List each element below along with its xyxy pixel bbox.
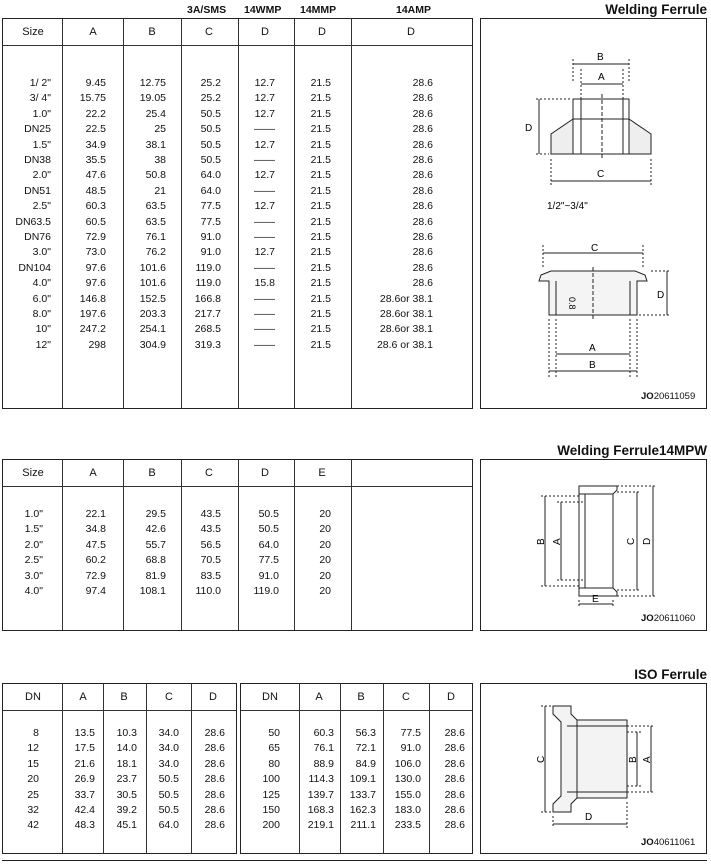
table-cell: 12.7 — [254, 169, 275, 182]
table-cell: 268.5 — [194, 323, 221, 336]
table-cell: 50.5 — [258, 508, 279, 520]
row-size-cell: 4.0" — [24, 585, 43, 597]
row-size-cell: 6.0" — [32, 292, 51, 305]
table-cell: 50.5 — [158, 773, 179, 786]
table-cell: 50.5 — [200, 138, 221, 151]
table-cell: 20 — [319, 585, 331, 597]
column-header: A — [79, 691, 87, 703]
table-cell: —— — [254, 261, 275, 274]
row-size-cell: 2.0" — [32, 169, 51, 182]
table-cell: 20 — [319, 554, 331, 567]
table-cell: 76.2 — [145, 246, 166, 259]
column-header: B — [120, 691, 128, 703]
table-cell: 28.6 — [444, 757, 465, 770]
table-cell: 35.5 — [85, 154, 106, 166]
table-cell: 23.7 — [116, 773, 137, 786]
table-cell: 48.5 — [85, 184, 106, 197]
table-cell: 22.2 — [85, 107, 106, 120]
table-cell: 21.5 — [310, 231, 331, 243]
table-cell: 50.8 — [145, 169, 166, 182]
column-header: C — [165, 691, 173, 703]
svg-text:C: C — [597, 169, 605, 180]
standard-label-14wmp: 14WMP — [244, 4, 282, 16]
row-size-cell: 4.0" — [32, 277, 51, 290]
table-cell: 319.3 — [194, 338, 221, 351]
table-cell: 12.7 — [254, 246, 275, 259]
svg-text:B: B — [589, 360, 596, 371]
table-cell: 39.2 — [116, 804, 137, 816]
column-header: B — [148, 467, 156, 479]
table-cell: 34.0 — [158, 757, 179, 770]
table-cell: 91.0 — [258, 569, 279, 582]
table-cell: —— — [254, 215, 275, 228]
column-header: C — [402, 691, 410, 703]
svg-text:D: D — [657, 290, 665, 301]
table-cell: 63.5 — [145, 215, 166, 228]
table-cell: 77.5 — [200, 215, 221, 228]
row-size-cell: 65 — [268, 742, 280, 755]
table-cell: 21.5 — [310, 292, 331, 305]
table-cell: 50.5 — [200, 123, 221, 136]
table-cell: 28.6 — [204, 773, 225, 786]
table-cell: 76.1 — [145, 231, 166, 243]
table-cell: 28.6 — [412, 246, 433, 259]
table-cell: 110.0 — [195, 585, 221, 597]
table-cell: 88.9 — [313, 757, 334, 770]
table-cell: 12.75 — [139, 77, 166, 89]
section-title-welding-ferrule: Welding Ferrule — [605, 2, 707, 17]
table-cell: 28.6 — [204, 742, 225, 755]
svg-text:A: A — [552, 538, 563, 545]
drawing-code-20611059: JO20611059 — [641, 391, 696, 402]
table-cell: 28.6 — [412, 123, 433, 136]
column-header: E — [318, 467, 326, 479]
table-cell: 72.9 — [85, 569, 106, 582]
table-cell: 101.6 — [139, 277, 166, 290]
row-size-cell: 150 — [262, 804, 280, 816]
table-cell: 60.3 — [85, 200, 106, 213]
table-cell: —— — [254, 323, 275, 336]
table-cell: 155.0 — [394, 788, 421, 801]
table-cell: 108.1 — [139, 585, 166, 597]
standard-label-3a-sms: 3A/SMS — [187, 4, 227, 16]
table-cell: 34.0 — [158, 742, 179, 755]
table-cell: 14.0 — [116, 742, 137, 755]
table-cell: 119.0 — [253, 585, 279, 597]
drawing-code-40611061: JO40611061 — [641, 837, 696, 848]
table-cell: —— — [254, 154, 275, 166]
table-cell: 101.6 — [139, 261, 166, 274]
table-cell: 21.5 — [310, 77, 331, 89]
table-cell: 114.3 — [308, 773, 334, 786]
table-cell: 48.3 — [74, 819, 95, 832]
table-cell: 152.5 — [139, 292, 166, 305]
table-cell: 63.5 — [145, 200, 166, 213]
table-cell: 25.2 — [200, 77, 221, 89]
svg-text:D: D — [642, 537, 653, 545]
table-cell: 21.5 — [310, 169, 331, 182]
table-cell: —— — [254, 338, 275, 351]
table-cell: 64.0 — [200, 169, 221, 182]
table-cell: 43.5 — [200, 508, 221, 520]
table-cell: 64.0 — [200, 184, 221, 197]
table-cell: 130.0 — [394, 773, 421, 786]
table-cell: 73.0 — [85, 246, 106, 259]
table-cell: 15.8 — [254, 277, 275, 290]
table-cell: 34.9 — [85, 138, 106, 151]
table-cell: 21.5 — [310, 138, 331, 151]
table-cell: 77.5 — [400, 727, 421, 739]
row-size-cell: DN38 — [24, 154, 51, 166]
table-cell: 28.6 — [412, 184, 433, 197]
svg-text:B: B — [597, 52, 604, 63]
welding-ferrule-14mpw-drawing — [480, 459, 707, 631]
row-size-cell: 2.0" — [24, 538, 43, 551]
column-header: D — [447, 691, 455, 703]
svg-text:D: D — [525, 123, 533, 134]
header-divider — [241, 710, 472, 711]
table-cell: 28.6 — [412, 231, 433, 243]
column-header: D — [209, 691, 217, 703]
table-cell: 28.6 — [444, 819, 465, 832]
row-size-cell: 1.5" — [32, 138, 51, 151]
welding-ferrule-14mpw-diagram — [481, 460, 706, 630]
table-cell: 77.5 — [258, 554, 279, 567]
svg-text:B: B — [628, 756, 639, 763]
table-cell: 139.7 — [307, 788, 334, 801]
table-cell: 34.0 — [158, 727, 179, 739]
table-cell: 97.6 — [85, 277, 106, 290]
table-cell: 21.5 — [310, 215, 331, 228]
table-cell: 28.6 — [444, 727, 465, 739]
standard-label-14mmp: 14MMP — [300, 4, 337, 16]
row-size-cell: 1.0" — [24, 508, 43, 520]
table-cell: 21 — [154, 184, 166, 197]
table-cell: 28.6 — [204, 804, 225, 816]
table-cell: —— — [254, 292, 275, 305]
table-cell: 20 — [319, 569, 331, 582]
table-cell: 12.7 — [254, 138, 275, 151]
table-cell: 109.1 — [349, 773, 376, 786]
table-cell: 34.8 — [85, 523, 106, 536]
section-title-welding-ferrule-14mpw: Welding Ferrule14MPW — [557, 443, 707, 458]
table-cell: 28.6 — [412, 277, 433, 290]
column-header: Size — [22, 26, 44, 38]
table-cell: 12.7 — [254, 200, 275, 213]
table-cell: 28.6or 38.1 — [379, 308, 433, 320]
column-header: D — [407, 26, 415, 38]
table-cell: 28.6or 38.1 — [379, 292, 433, 305]
welding-ferrule-table — [2, 18, 473, 409]
table-cell: 28.6 — [412, 107, 433, 120]
table-cell: 50.5 — [200, 154, 221, 166]
column-header: D — [318, 26, 326, 38]
table-cell: 28.6 — [412, 215, 433, 228]
table-cell: 21.5 — [310, 123, 331, 136]
angle-label: 0.8 — [567, 297, 577, 310]
table-cell: 97.4 — [85, 585, 106, 597]
table-cell: 13.5 — [74, 727, 95, 739]
table-cell: 21.5 — [310, 308, 331, 320]
column-divider — [351, 19, 352, 408]
column-header: DN — [262, 691, 278, 703]
column-header: Size — [22, 467, 44, 479]
row-size-cell: 15 — [27, 757, 39, 770]
table-cell: 84.9 — [355, 757, 376, 770]
row-size-cell: 80 — [268, 757, 280, 770]
row-size-cell: 12" — [35, 338, 51, 351]
row-size-cell: 10" — [35, 323, 51, 336]
table-cell: 33.7 — [74, 788, 95, 801]
svg-text:C: C — [536, 755, 547, 763]
table-cell: 29.5 — [145, 508, 166, 520]
table-cell: 38 — [154, 154, 166, 166]
header-divider — [3, 45, 472, 46]
column-header: C — [205, 26, 213, 38]
table-cell: 38.1 — [145, 138, 166, 151]
table-cell: 12.7 — [254, 92, 275, 105]
table-cell: 21.5 — [310, 107, 331, 120]
table-cell: 219.1 — [307, 819, 334, 832]
table-cell: 133.7 — [349, 788, 376, 801]
column-header: A — [89, 26, 97, 38]
table-cell: 197.6 — [79, 308, 106, 320]
table-cell: 298 — [88, 338, 106, 351]
row-size-cell: 2.5" — [32, 200, 51, 213]
table-cell: 68.8 — [145, 554, 166, 567]
table-cell: 21.5 — [310, 154, 331, 166]
table-cell: 42.6 — [145, 523, 166, 536]
table-cell: 21.5 — [310, 92, 331, 105]
table-cell: 146.8 — [79, 292, 106, 305]
row-size-cell: 12 — [27, 742, 39, 755]
table-cell: 20 — [319, 538, 331, 551]
table-cell: 233.5 — [394, 819, 421, 832]
column-header: A — [89, 467, 97, 479]
table-cell: 50.5 — [158, 804, 179, 816]
column-header: DN — [25, 691, 41, 703]
table-cell: 21.5 — [310, 184, 331, 197]
table-cell: —— — [254, 184, 275, 197]
table-cell: 91.0 — [200, 246, 221, 259]
row-size-cell: 20 — [27, 773, 39, 786]
row-size-cell: 1.5" — [24, 523, 43, 536]
row-size-cell: 32 — [27, 804, 39, 816]
section-title-iso-ferrule: ISO Ferrule — [634, 667, 707, 682]
row-size-cell: 100 — [262, 773, 280, 786]
table-cell: 21.6 — [74, 757, 95, 770]
table-cell: 162.3 — [349, 804, 376, 816]
table-cell: 28.6 — [444, 742, 465, 755]
table-cell: 28.6 — [444, 804, 465, 816]
table-cell: 55.7 — [145, 538, 166, 551]
table-cell: 47.6 — [85, 169, 106, 182]
table-cell: 28.6 — [412, 138, 433, 151]
table-cell: 217.7 — [194, 308, 221, 320]
table-cell: 83.5 — [200, 569, 221, 582]
table-cell: 45.1 — [116, 819, 137, 832]
table-cell: 28.6 — [444, 773, 465, 786]
table-cell: 18.1 — [116, 757, 137, 770]
table-cell: 21.5 — [310, 261, 331, 274]
table-cell: 91.0 — [400, 742, 421, 755]
table-cell: 304.9 — [139, 338, 166, 351]
table-cell: 43.5 — [200, 523, 221, 536]
column-header: C — [205, 467, 213, 479]
header-divider — [3, 710, 236, 711]
table-cell: 50.5 — [200, 107, 221, 120]
row-size-cell: 25 — [27, 788, 39, 801]
table-cell: 72.9 — [85, 231, 106, 243]
row-size-cell: 1/ 2" — [29, 77, 51, 89]
column-header: A — [315, 691, 323, 703]
welding-ferrule-diagram — [481, 19, 706, 408]
table-cell: 166.8 — [194, 292, 221, 305]
table-cell: 22.1 — [85, 508, 106, 520]
table-cell: 12.7 — [254, 107, 275, 120]
size-range-caption: 1/2"~3/4" — [547, 201, 588, 212]
table-cell: 42.4 — [74, 804, 95, 816]
table-cell: 203.3 — [139, 308, 166, 320]
table-cell: 25.4 — [145, 107, 166, 120]
iso-ferrule-drawing — [480, 683, 707, 854]
table-cell: 28.6or 38.1 — [379, 323, 433, 336]
standard-label-14amp: 14AMP — [396, 4, 432, 16]
table-cell: 64.0 — [158, 819, 179, 832]
row-size-cell: 8.0" — [32, 308, 51, 320]
row-size-cell: 42 — [27, 819, 39, 832]
row-size-cell: 125 — [262, 788, 280, 801]
header-divider — [3, 486, 472, 487]
table-cell: 28.6 — [204, 788, 225, 801]
table-cell: 50.5 — [158, 788, 179, 801]
table-cell: 28.6 — [412, 154, 433, 166]
table-cell: 19.05 — [139, 92, 166, 105]
table-cell: 64.0 — [258, 538, 279, 551]
table-cell: 56.5 — [200, 538, 221, 551]
table-cell: 97.6 — [85, 261, 106, 274]
table-cell: 12.7 — [254, 77, 275, 89]
table-cell: 21.5 — [310, 277, 331, 290]
table-cell: 28.6 — [444, 788, 465, 801]
table-cell: —— — [254, 123, 275, 136]
svg-text:B: B — [536, 538, 547, 545]
table-cell: 76.1 — [313, 742, 334, 755]
svg-text:D: D — [585, 812, 593, 823]
table-cell: 25 — [154, 123, 166, 136]
table-cell: 60.2 — [85, 554, 106, 567]
table-cell: 26.9 — [74, 773, 95, 786]
table-cell: 70.5 — [200, 554, 221, 567]
iso-ferrule-diagram — [481, 684, 706, 853]
table-cell: 28.6 — [412, 77, 433, 89]
table-cell: 21.5 — [310, 338, 331, 351]
table-cell: 21.5 — [310, 323, 331, 336]
column-header: B — [357, 691, 365, 703]
row-size-cell: DN51 — [24, 184, 51, 197]
table-cell: 56.3 — [355, 727, 376, 739]
column-header: B — [148, 26, 156, 38]
table-cell: 254.1 — [139, 323, 166, 336]
svg-text:C: C — [591, 243, 599, 254]
row-size-cell: DN25 — [24, 123, 51, 136]
table-cell: 10.3 — [116, 727, 137, 739]
table-cell: 247.2 — [79, 323, 106, 336]
table-cell: 60.5 — [85, 215, 106, 228]
table-cell: 17.5 — [74, 742, 95, 755]
row-size-cell: DN104 — [18, 261, 51, 274]
svg-text:E: E — [592, 594, 599, 605]
table-cell: 28.6 — [412, 200, 433, 213]
row-size-cell: 3/ 4" — [29, 92, 51, 105]
table-cell: 20 — [319, 523, 331, 536]
table-cell: 21.5 — [310, 200, 331, 213]
table-cell: 81.9 — [145, 569, 166, 582]
column-header: D — [261, 26, 269, 38]
table-cell: 47.5 — [85, 538, 106, 551]
row-size-cell: DN76 — [24, 231, 51, 243]
table-cell: 119.0 — [195, 277, 221, 290]
table-cell: 28.6 — [412, 261, 433, 274]
table-cell: 72.1 — [355, 742, 376, 755]
table-cell: 25.2 — [200, 92, 221, 105]
table-cell: 9.45 — [85, 77, 106, 89]
table-cell: —— — [254, 231, 275, 243]
table-cell: 119.0 — [195, 261, 221, 274]
table-cell: 28.6 — [412, 169, 433, 182]
row-size-cell: 50 — [268, 727, 280, 739]
welding-ferrule-drawing — [480, 18, 707, 409]
table-cell: —— — [254, 308, 275, 320]
table-cell: 60.3 — [313, 727, 334, 739]
table-cell: 168.3 — [307, 804, 334, 816]
row-size-cell: 8 — [33, 727, 39, 739]
column-header: D — [261, 467, 269, 479]
row-size-cell: 1.0" — [32, 107, 51, 120]
table-cell: 15.75 — [79, 92, 106, 105]
bottom-rule — [2, 860, 707, 861]
table-cell: 20 — [319, 508, 331, 520]
row-size-cell: 2.5" — [24, 554, 43, 567]
table-cell: 28.6 — [412, 92, 433, 105]
row-size-cell: 3.0" — [24, 569, 43, 582]
row-size-cell: 3.0" — [32, 246, 51, 259]
table-cell: 91.0 — [200, 231, 221, 243]
table-cell: 22.5 — [85, 123, 106, 136]
table-cell: 30.5 — [116, 788, 137, 801]
table-cell: 28.6 — [204, 727, 225, 739]
table-cell: 106.0 — [394, 757, 421, 770]
svg-text:A: A — [589, 343, 596, 354]
svg-text:A: A — [598, 72, 605, 83]
welding-ferrule-14mpw-table — [2, 459, 473, 631]
table-cell: 28.6 — [204, 819, 225, 832]
svg-text:A: A — [642, 756, 653, 763]
row-size-cell: DN63.5 — [15, 215, 51, 228]
table-cell: 77.5 — [200, 200, 221, 213]
svg-text:C: C — [626, 537, 637, 545]
iso-ferrule-table-right — [240, 683, 473, 854]
table-cell: 183.0 — [394, 804, 421, 816]
row-size-cell: 200 — [262, 819, 280, 832]
table-cell: 28.6 — [204, 757, 225, 770]
table-cell: 28.6 or 38.1 — [376, 338, 433, 351]
table-cell: 211.1 — [350, 819, 376, 832]
drawing-code-20611060: JO20611060 — [641, 613, 696, 624]
table-cell: 21.5 — [310, 246, 331, 259]
table-cell: 50.5 — [258, 523, 279, 536]
